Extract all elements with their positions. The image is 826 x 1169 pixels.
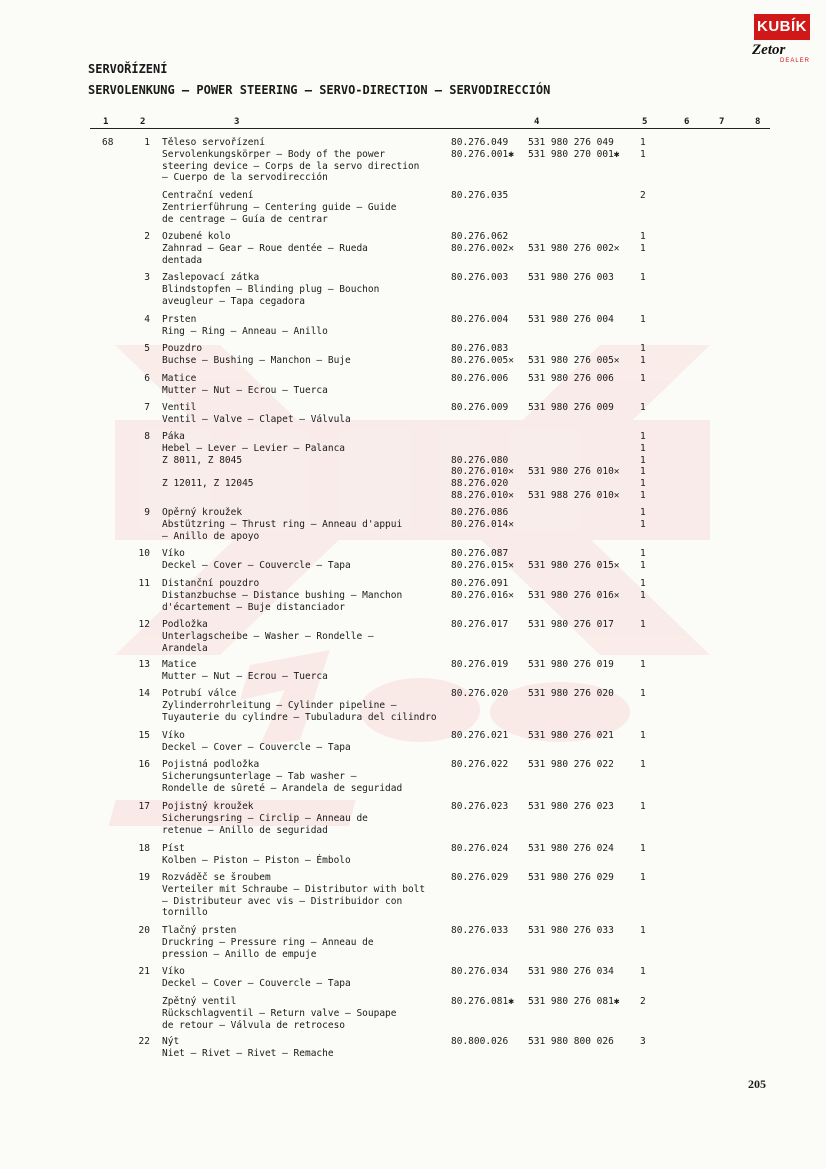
part-number-old: 80.276.033 (451, 925, 509, 936)
part-description: Zentrierführung — Centering guide — Guide (162, 201, 397, 213)
quantity: 1 (640, 966, 646, 977)
part-name: Pouzdro (162, 343, 203, 354)
part-description: Rondelle de sûreté — Arandela de seguridad (162, 782, 403, 794)
part-description: Blindstopfen — Blinding plug — Bouchon (162, 283, 380, 295)
position-number: 9 (144, 507, 150, 518)
part-description: Deckel — Cover — Couvercle — Tapa (162, 741, 351, 753)
part-number-old: 80.276.010✕ (451, 466, 514, 478)
position-number: 18 (138, 843, 150, 854)
part-description: Zylinderrohrleitung — Cylinder pipeline — (162, 699, 397, 711)
position-number: 11 (138, 578, 150, 589)
part-name: Nýt (162, 1036, 180, 1047)
part-description: Tuyauterie du cylindre — Tubuladura del cilindro (162, 711, 437, 723)
page-title: SERVOŘÍZENÍ (88, 62, 168, 76)
part-name: Zaslepovací zátka (162, 272, 260, 283)
part-number-old: 80.276.049 (451, 137, 509, 148)
quantity: 1 (640, 507, 646, 518)
quantity: 1 (640, 518, 646, 530)
part-name: Podložka (162, 619, 208, 630)
quantity: 1 (640, 431, 646, 442)
position-number: 13 (138, 659, 150, 670)
position-number: 7 (144, 402, 150, 413)
part-number-new: 531 980 270 001✱ (528, 148, 620, 160)
part-number-old: 80.276.017 (451, 619, 509, 630)
part-number-old: 80.276.014✕ (451, 518, 514, 530)
part-number-old: 80.276.002✕ (451, 242, 514, 254)
part-description: pression — Anillo de empuje (162, 948, 317, 960)
part-description: dentada (162, 254, 203, 266)
part-name: Pojistná podložka (162, 759, 260, 770)
part-number-old: 80.276.004 (451, 314, 509, 325)
column-header-8: 8 (755, 117, 761, 127)
part-description: Sicherungsring — Circlip — Anneau de (162, 812, 368, 824)
part-name: Víko (162, 548, 185, 559)
part-name: Matice (162, 659, 197, 670)
part-name: Píst (162, 843, 185, 854)
part-description: Buchse — Bushing — Manchon — Buje (162, 354, 351, 366)
column-header-5: 5 (642, 117, 648, 127)
part-number-old: 80.276.023 (451, 801, 509, 812)
part-description: aveugleur — Tapa cegadora (162, 295, 305, 307)
part-description: Servolenkungskörper — Body of the power (162, 148, 386, 160)
part-number-old: 80.276.091 (451, 578, 509, 589)
part-number-old: 80.276.016✕ (451, 589, 514, 601)
part-description: — Cuerpo de la servodirección (162, 172, 328, 184)
part-description: Mutter — Nut — Ecrou — Tuerca (162, 670, 328, 682)
quantity: 1 (640, 137, 646, 148)
position-number: 4 (144, 314, 150, 325)
part-number-new: 531 980 276 020 (528, 688, 614, 699)
part-number-new: 531 980 276 022 (528, 759, 614, 770)
part-description: Deckel — Cover — Couvercle — Tapa (162, 559, 351, 571)
part-name: Centrační vedení (162, 190, 254, 201)
part-number-old: 80.276.020 (451, 688, 509, 699)
part-description: Deckel — Cover — Couvercle — Tapa (162, 977, 351, 989)
position-number: 20 (138, 925, 150, 936)
header-rule (90, 128, 770, 129)
part-description: d'écartement — Buje distanciador (162, 601, 346, 613)
quantity: 1 (640, 548, 646, 559)
part-number-old: 80.276.006 (451, 373, 509, 384)
part-description: — Anillo de apoyo (162, 530, 260, 542)
part-number-new: 531 980 276 004 (528, 314, 614, 325)
position-number: 2 (144, 231, 150, 242)
part-number-old: 80.276.022 (451, 759, 509, 770)
part-number-new: 531 980 276 015✕ (528, 559, 620, 571)
quantity: 1 (640, 354, 646, 366)
part-number-old: 80.276.083 (451, 343, 509, 354)
part-number-new: 531 980 276 023 (528, 801, 614, 812)
part-number-new: 531 980 276 017 (528, 619, 614, 630)
part-description: Zahnrad — Gear — Roue dentée — Rueda (162, 242, 368, 254)
part-description: Abstützring — Thrust ring — Anneau d'appui (162, 518, 403, 530)
position-number: 21 (138, 966, 150, 977)
page-subtitle: SERVOLENKUNG — POWER STEERING — SERVO-DIRECTION — SERVODIRECCIÓN (88, 83, 551, 97)
part-number-new: 531 980 276 002✕ (528, 242, 620, 254)
position-number: 1 (144, 137, 150, 148)
part-description: Ventil — Valve — Clapet — Válvula (162, 413, 351, 425)
part-number-old: 80.276.081✱ (451, 996, 514, 1007)
group-number: 68 (102, 137, 114, 148)
position-number: 22 (138, 1036, 150, 1047)
part-description: de retour — Válvula de retroceso (162, 1019, 346, 1031)
part-description: tornillo (162, 907, 208, 919)
part-number-new: 531 980 276 021 (528, 730, 614, 741)
part-description: Niet — Rivet — Rivet — Remache (162, 1047, 334, 1059)
part-number-new: 531 980 276 033 (528, 925, 614, 936)
part-number-new: 531 980 276 006 (528, 373, 614, 384)
quantity: 1 (640, 589, 646, 601)
part-description: Druckring — Pressure ring — Anneau de (162, 936, 374, 948)
quantity: 1 (640, 242, 646, 254)
part-number-new: 531 980 800 026 (528, 1036, 614, 1047)
quantity: 1 (640, 343, 646, 354)
quantity: 1 (640, 578, 646, 589)
column-header-1: 1 (103, 117, 109, 127)
part-description: Ring — Ring — Anneau — Anillo (162, 325, 328, 337)
part-number-old: 80.276.021 (451, 730, 509, 741)
quantity: 2 (640, 190, 646, 201)
position-number: 15 (138, 730, 150, 741)
part-name: Víko (162, 966, 185, 977)
quantity: 1 (640, 231, 646, 242)
part-number-old: 80.800.026 (451, 1036, 509, 1047)
part-number-old: 80.276.019 (451, 659, 509, 670)
quantity: 1 (640, 490, 646, 501)
quantity: 1 (640, 843, 646, 854)
part-description: — Distributeur avec vis — Distribuidor con (162, 895, 403, 907)
kubik-zetor-logo: KUBÍK Zetor DEALER (752, 14, 812, 70)
quantity: 1 (640, 688, 646, 699)
part-number-old: 80.276.062 (451, 231, 509, 242)
part-description: Unterlagscheibe — Washer — Rondelle — (162, 630, 374, 642)
part-description: Verteiler mit Schraube — Distributor with bolt (162, 883, 426, 895)
part-number-new: 531 980 276 081✱ (528, 996, 620, 1007)
part-number-old: 88.276.010✕ (451, 490, 514, 501)
part-description: Z 12011, Z 12045 (162, 478, 254, 490)
quantity: 1 (640, 454, 646, 466)
position-number: 8 (144, 431, 150, 442)
part-number-new: 531 980 276 016✕ (528, 589, 620, 601)
position-number: 14 (138, 688, 150, 699)
part-name: Páka (162, 431, 185, 442)
column-header-6: 6 (684, 117, 690, 127)
quantity: 1 (640, 872, 646, 883)
quantity: 1 (640, 925, 646, 936)
part-description: Distanzbuchse — Distance bushing — Manchon (162, 589, 403, 601)
zetor-wordmark: Zetor (752, 42, 786, 58)
quantity: 1 (640, 442, 646, 454)
part-name: Opěrný kroužek (162, 507, 243, 518)
part-number-old: 80.276.024 (451, 843, 509, 854)
part-name: Pojistný kroužek (162, 801, 254, 812)
part-description: Hebel — Lever — Levier — Palanca (162, 442, 346, 454)
part-number-old: 80.276.035 (451, 190, 509, 201)
quantity: 1 (640, 373, 646, 384)
part-number-new: 531 980 276 024 (528, 843, 614, 854)
position-number: 6 (144, 373, 150, 384)
part-number-old: 80.276.029 (451, 872, 509, 883)
position-number: 19 (138, 872, 150, 883)
part-number-new: 531 980 276 003 (528, 272, 614, 283)
part-number-new: 531 980 276 009 (528, 402, 614, 413)
part-description: Rückschlagventil — Return valve — Soupape (162, 1007, 397, 1019)
part-name: Prsten (162, 314, 197, 325)
part-number-old: 80.276.087 (451, 548, 509, 559)
part-name: Ventil (162, 402, 197, 413)
part-description: Sicherungsunterlage — Tab washer — (162, 770, 357, 782)
quantity: 3 (640, 1036, 646, 1047)
part-number-old: 88.276.020 (451, 478, 509, 490)
quantity: 1 (640, 148, 646, 160)
quantity: 1 (640, 730, 646, 741)
column-header-7: 7 (719, 117, 725, 127)
part-number-new: 531 980 276 005✕ (528, 354, 620, 366)
column-header-3: 3 (234, 117, 240, 127)
part-number-old: 80.276.001✱ (451, 148, 514, 160)
quantity: 1 (640, 659, 646, 670)
part-name: Zpětný ventil (162, 996, 237, 1007)
part-description: de centrage — Guía de centrar (162, 213, 328, 225)
column-header-2: 2 (140, 117, 146, 127)
quantity: 1 (640, 559, 646, 571)
position-number: 10 (138, 548, 150, 559)
quantity: 1 (640, 619, 646, 630)
part-number-new: 531 988 276 010✕ (528, 490, 620, 501)
column-header-4: 4 (534, 117, 540, 127)
part-number-new: 531 980 276 010✕ (528, 466, 620, 478)
part-number-old: 80.276.034 (451, 966, 509, 977)
quantity: 1 (640, 314, 646, 325)
position-number: 17 (138, 801, 150, 812)
part-number-new: 531 980 276 029 (528, 872, 614, 883)
part-number-old: 80.276.005✕ (451, 354, 514, 366)
quantity: 1 (640, 272, 646, 283)
part-description: Arandela (162, 642, 208, 654)
part-number-new: 531 980 276 034 (528, 966, 614, 977)
part-description: Z 8011, Z 8045 (162, 454, 243, 466)
part-name: Distanční pouzdro (162, 578, 260, 589)
part-number-new: 531 980 276 019 (528, 659, 614, 670)
part-description: retenue — Anillo de seguridad (162, 824, 328, 836)
page-number: 205 (748, 1077, 766, 1091)
part-description: Kolben — Piston — Piston — Émbolo (162, 854, 351, 866)
part-name: Tlačný prsten (162, 925, 237, 936)
quantity: 1 (640, 466, 646, 478)
part-number-old: 80.276.086 (451, 507, 509, 518)
part-number-old: 80.276.003 (451, 272, 509, 283)
quantity: 2 (640, 996, 646, 1007)
part-description: steering device — Corps de la servo direction (162, 160, 420, 172)
position-number: 3 (144, 272, 150, 283)
quantity: 1 (640, 478, 646, 490)
part-number-old: 80.276.015✕ (451, 559, 514, 571)
position-number: 12 (138, 619, 150, 630)
part-number-new: 531 980 276 049 (528, 137, 614, 148)
part-name: Těleso servořízení (162, 137, 265, 148)
quantity: 1 (640, 759, 646, 770)
part-name: Ozubené kolo (162, 231, 231, 242)
part-name: Potrubí válce (162, 688, 237, 699)
position-number: 5 (144, 343, 150, 354)
part-name: Víko (162, 730, 185, 741)
part-number-old: 80.276.080 (451, 454, 509, 466)
part-description: Mutter — Nut — Ecrou — Tuerca (162, 384, 328, 396)
part-name: Rozváděč se šroubem (162, 872, 271, 883)
quantity: 1 (640, 801, 646, 812)
part-number-old: 80.276.009 (451, 402, 509, 413)
position-number: 16 (138, 759, 150, 770)
quantity: 1 (640, 402, 646, 413)
part-name: Matice (162, 373, 197, 384)
